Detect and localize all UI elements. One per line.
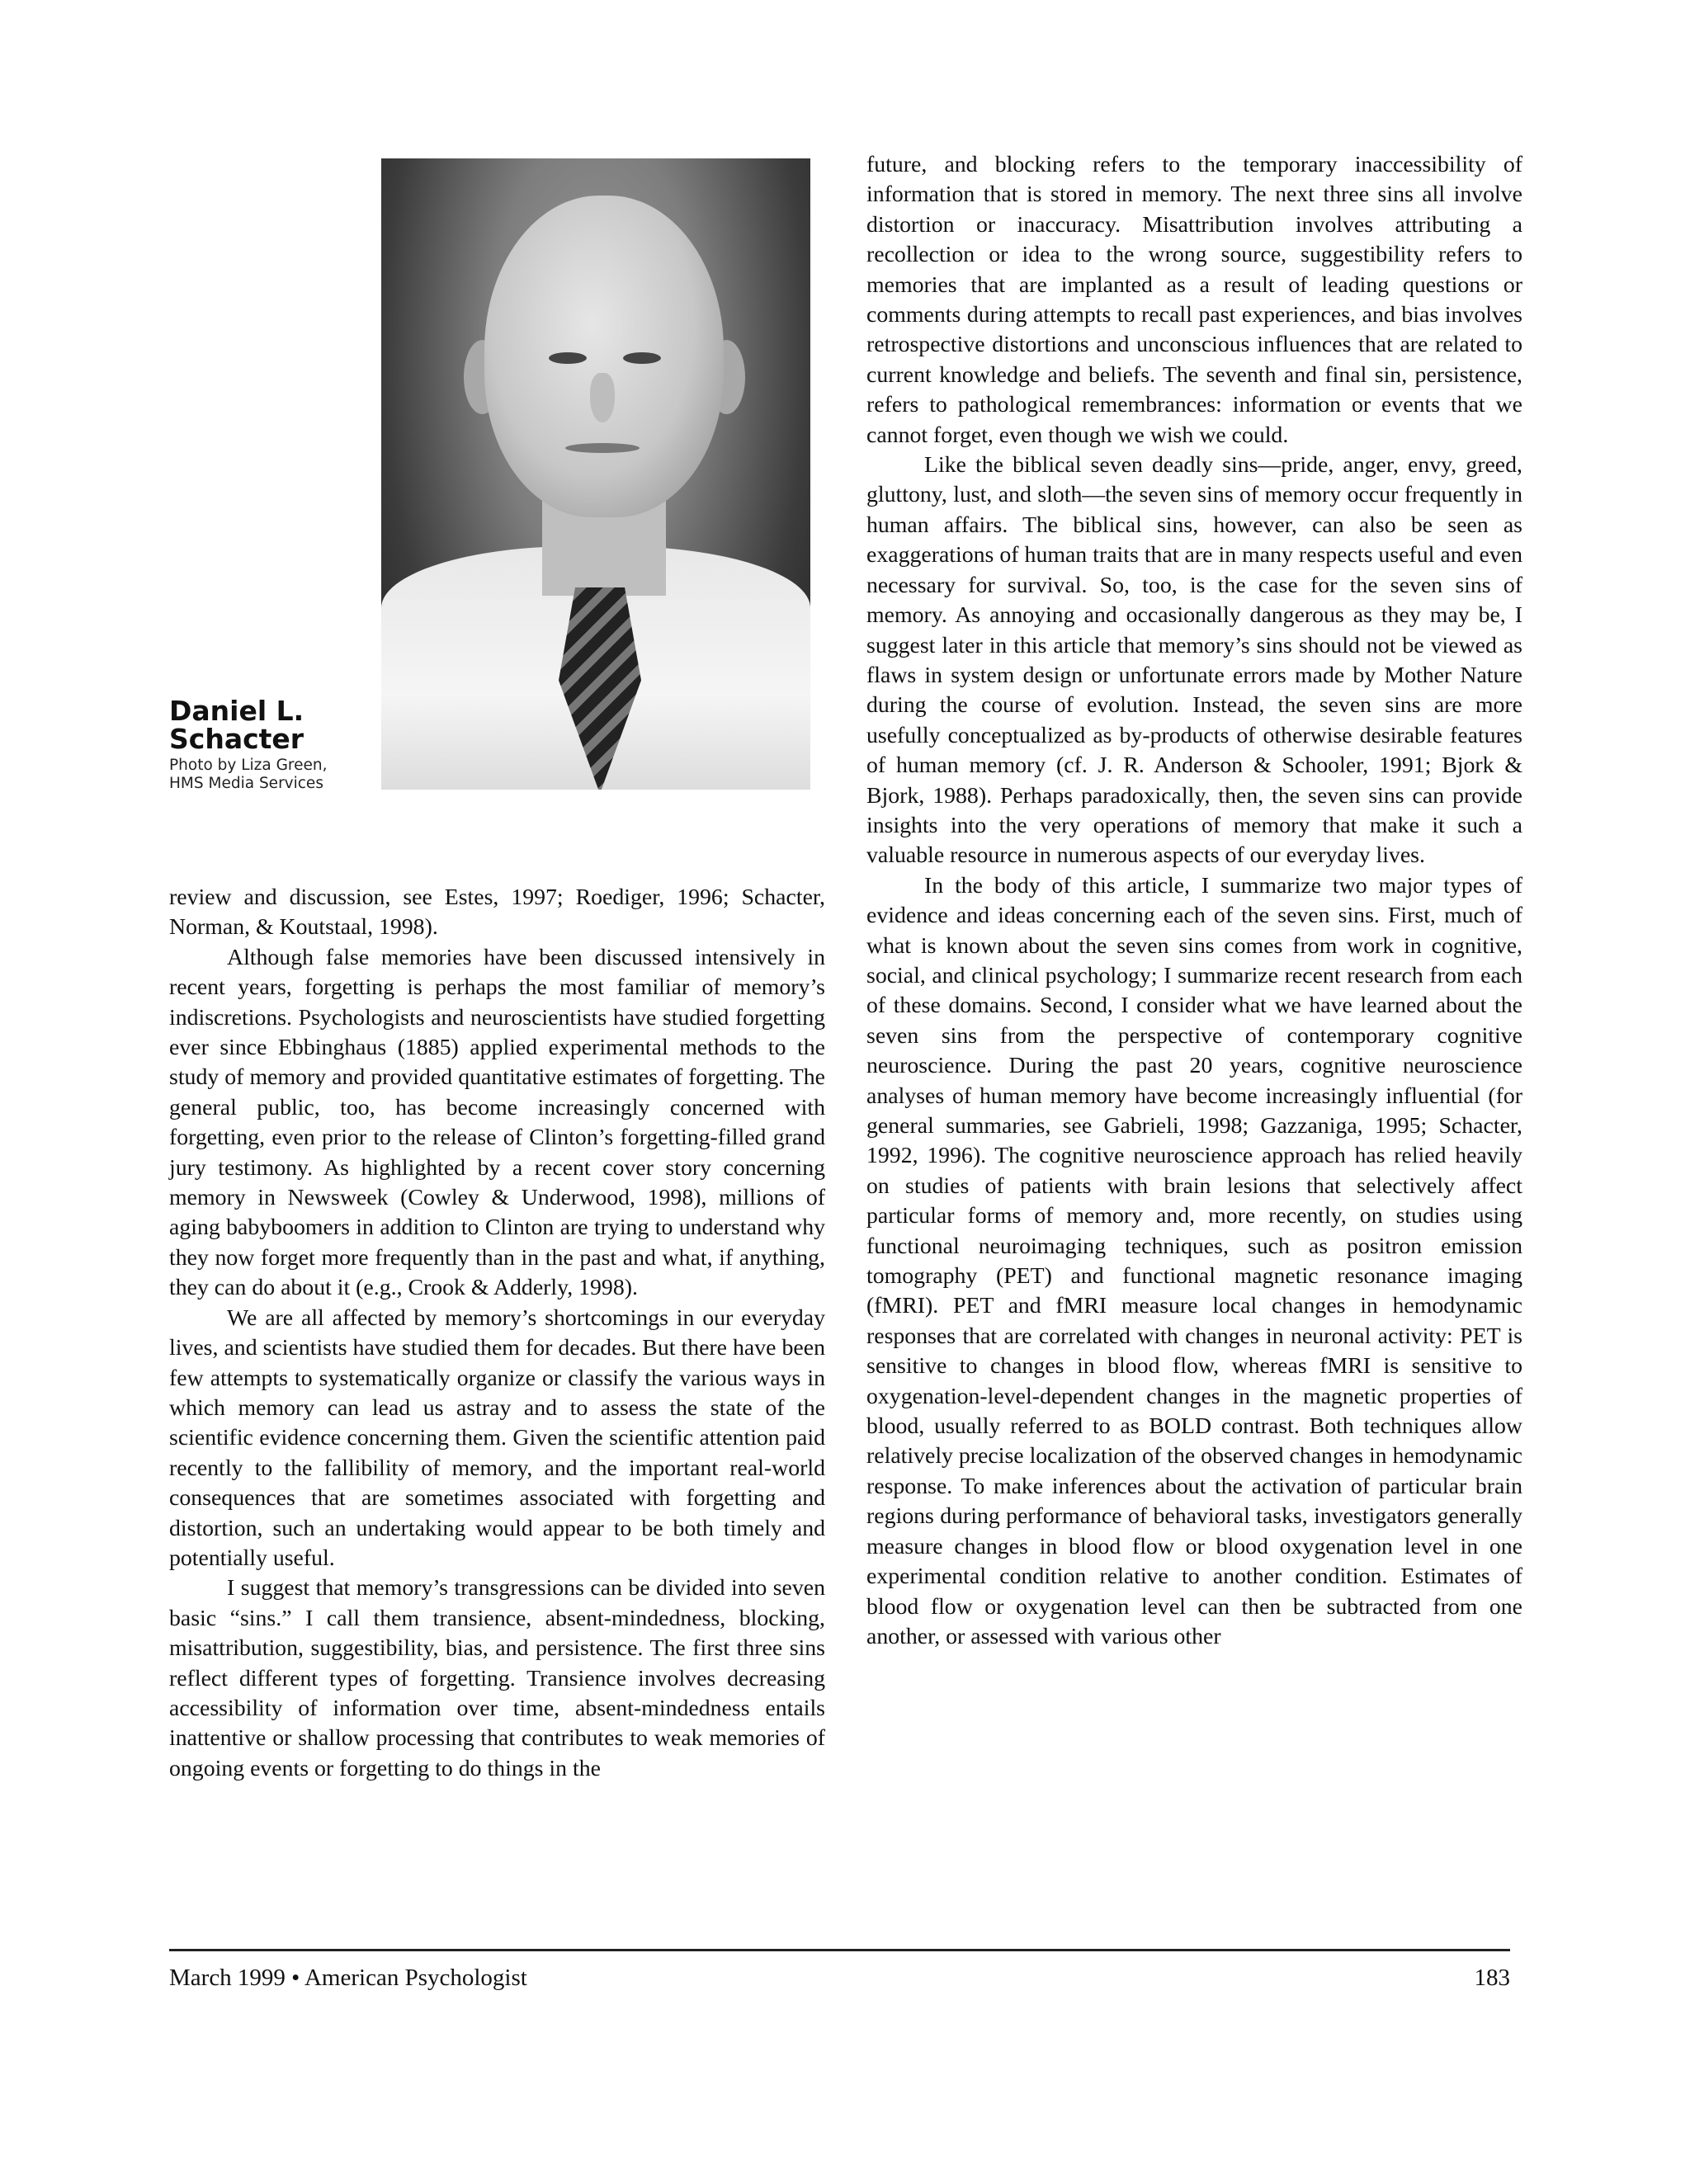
photo-caption-name	[169, 697, 367, 753]
photo-nose	[590, 373, 615, 422]
page-number: 183	[1474, 1965, 1510, 1991]
photo-mouth	[565, 443, 640, 453]
photo-credit-line2: HMS Media Services	[169, 775, 323, 792]
paragraph: review and discussion, see Estes, 1997; Roediger, 1996; Schacter, Norman, & Koutstaal, 1998).	[169, 884, 825, 941]
photo-credit-line1: Photo by Liza Green,	[169, 757, 328, 774]
right-text-column	[866, 150, 1522, 1652]
footer-rule	[169, 1949, 1510, 1951]
left-text-column	[169, 883, 825, 1784]
photo-eye	[549, 352, 587, 364]
author-photo	[381, 158, 810, 790]
photo-eye	[623, 352, 661, 364]
caption-name-line1: Daniel L.	[169, 695, 304, 727]
paragraph: In the body of this article, I summarize two major types of evidence and ideas concerning each of the seven sins. First, much of what is known about the seven sins comes from work in cognitive, social, and clinical psychology; I summarize recent research from each of these domains. Second, I consider what we have learned about the seven sins from the perspective of contemporary cognitive neuroscience. During the past 20 years, cognitive neuroscience analyses of human memory have become increasingly influential (for general summaries, see Gabrieli, 1998; Gazzaniga, 1995; Schacter, 1992, 1996). The cognitive neuroscience approach has relied heavily on studies of patients with brain lesions that selectively affect particular forms of memory and, more recently, on studies using functional neuroimaging techniques, such as positron emission tomography (PET) and functional magnetic resonance imaging (fMRI). PET and fMRI measure local changes in hemodynamic responses that are correlated with changes in neuronal activity: PET is sensitive to changes in blood flow, whereas fMRI is sensitive to oxygenation-level-dependent changes in the magnetic properties of blood, usually referred to as BOLD contrast. Both techniques allow relatively precise localization of the observed changes in hemodynamic response. To make inferences about the activation of particular brain regions during performance of behavioral tasks, investigators generally measure changes in blood flow or blood oxygenation level in one experimental condition relative to another condition. Estimates of blood flow or oxygenation level can then be subtracted from one another, or assessed with various other	[866, 872, 1522, 1649]
paragraph: future, and blocking refers to the temporary inaccessibility of information that is stored in memory. The next three sins all involve distortion or inaccuracy. Misattribution involves attributing a recollection or idea to the wrong source, suggestibility refers to memories that are implanted as a result of leading questions or comments during attempts to recall past experiences, and bias involves retrospective distortions and unconscious influences that are related to current knowledge and beliefs. The seventh and final sin, persistence, refers to pathological remembrances: information or events that we cannot forget, even though we wish we could.	[866, 152, 1522, 448]
caption-name-line2: Schacter	[169, 723, 304, 755]
photo-credit	[169, 757, 375, 793]
photo-face	[484, 196, 724, 517]
paragraph: Although false memories have been discussed intensively in recent years, forgetting is perhaps the most familiar of memory’s indiscretions. Psychologists and neuroscientists have studied forgetting ever since Ebbinghaus (1885) applied experimental methods to the study of memory and provided quantitative estimates of forgetting. The general public, too, has become increasingly concerned with forgetting, even prior to the release of Clinton’s forgetting-filled grand jury testimony. As highlighted by a recent cover story concerning memory in Newsweek (Cowley & Underwood, 1998), millions of aging babyboomers in addition to Clinton are trying to understand why they now forget more frequently than in the past and what, if anything, they can do about it (e.g., Crook & Adderly, 1998).	[169, 944, 825, 1301]
paragraph: We are all affected by memory’s shortcomings in our everyday lives, and scientists have studied them for decades. But there have been few attempts to systematically organize or classify the various ways in which memory can lead us astray and to assess the state of the scientific evidence concerning them. Given the scientific attention paid recently to the fallibility of memory, and the important real-world consequences that are sometimes associated with forgetting and distortion, such an undertaking would appear to be both timely and potentially useful.	[169, 1304, 825, 1571]
paragraph: I suggest that memory’s transgressions can be divided into seven basic “sins.” I call them transience, absent-mindedness, blocking, misattribution, suggestibility, bias, and persistence. The first three sins reflect different types of forgetting. Transience involves decreasing accessibility of information over time, absent-mindedness entails inattentive or shallow processing that contributes to weak memories of ongoing events or forgetting to do things in the	[169, 1575, 825, 1781]
footer-journal: March 1999 • American Psychologist	[169, 1965, 527, 1991]
paragraph: Like the biblical seven deadly sins—pride, anger, envy, greed, gluttony, lust, and sloth—the seven sins of memory occur frequently in human affairs. The biblical sins, however, can also be seen as exaggerations of human traits that are in many respects useful and even necessary for survival. So, too, is the case for the seven sins of memory. As annoying and occasionally dangerous as they may be, I suggest later in this article that memory’s sins should not be viewed as flaws in system design or unfortunate errors made by Mother Nature during the course of evolution. Instead, the seven sins are more usefully conceptualized as by-products of otherwise desirable features of human memory (cf. J. R. Anderson & Schooler, 1991; Bjork & Bjork, 1988). Perhaps paradoxically, then, the seven sins can provide insights into the very operations of memory that make it such a valuable resource in numerous aspects of our everyday lives.	[866, 452, 1522, 869]
